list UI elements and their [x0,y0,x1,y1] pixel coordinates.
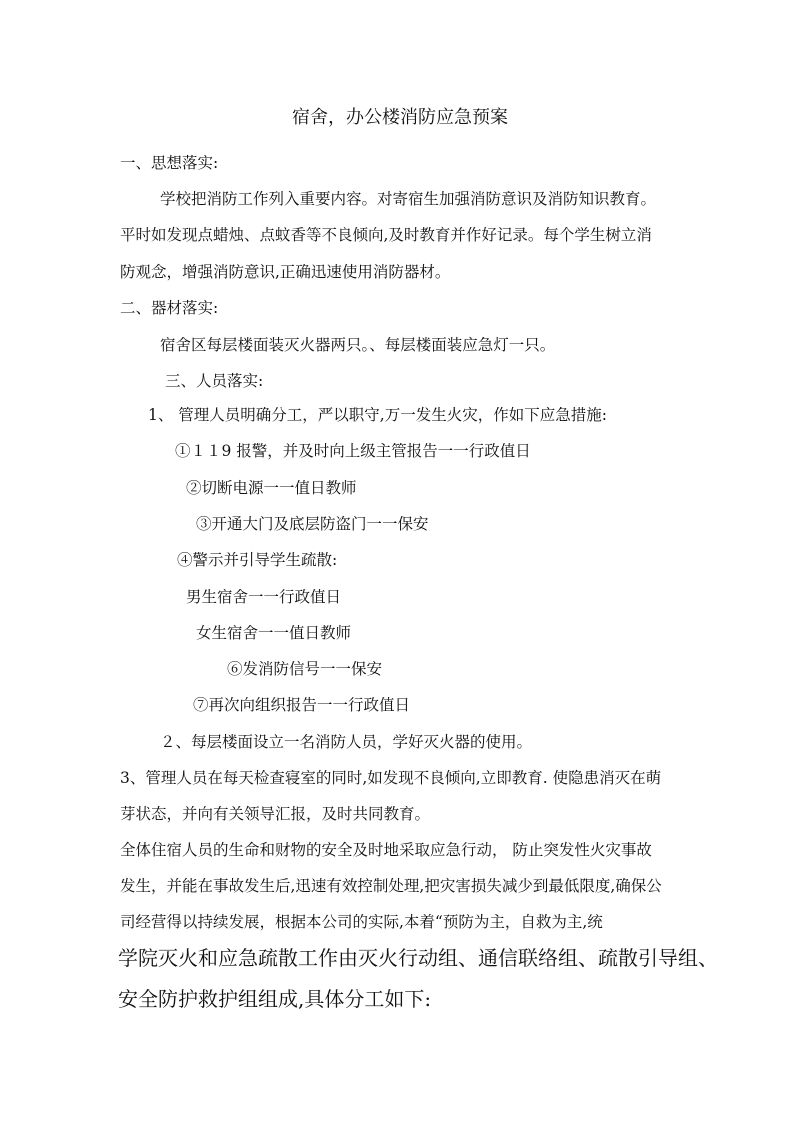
measure-4-male-dorm: 男生宿舍一一行政值日 [186,588,342,606]
body-paragraph-line: 全体住宿人员的生命和财物的安全及时地采取应急行动， 防止突发性火灾事故 [120,841,652,859]
section3-heading: 三、人员落实: [165,372,264,390]
large-text-line: 安全防护救护组组成,具体分工如下: [118,987,432,1011]
measure-2: ②切断电源一一值日教师 [186,479,357,497]
section3-item-2: ２、每层楼面设立一名消防人员，学好灭火器的使用。 [160,733,533,751]
section2-paragraph: 宿舍区每层楼面装灭火器两只。、每层楼面装应急灯一只。 [160,336,556,354]
section1-heading: 一、思想落实: [120,154,219,172]
section3-item-3-cont: 芽状态，并向有关领导汇报，及时共同教育。 [120,805,431,823]
section2-heading: 二、器材落实: [120,299,219,317]
section1-paragraph-line: 学校把消防工作列入重要内容。对寄宿生加强消防意识及消防知识教育。 [160,190,657,208]
measure-7: ⑦再次向组织报告一一行政值日 [193,696,411,714]
section1-paragraph-line: 防观念，增强消防意识,正确迅速使用消防器材。 [120,263,451,281]
measure-1: ①１１9 报警，并及时向上级主管报告一一行政值日 [175,442,531,460]
measure-3: ③开通大门及底层防盗门一一保安 [196,515,429,533]
large-text-line: 学院灭火和应急疏散工作由灭火行动组、通信联络组、疏散引导组、 [118,946,718,970]
body-paragraph-line: 司经营得以持续发展，根据本公司的实际,本着“预防为主，自救为主,统 [120,913,603,931]
section1-paragraph-line: 平时如发现点蜡烛、点蚊香等不良倾向,及时教育并作好记录。每个学生树立消 [120,226,652,244]
section3-item-1: 1、 管理人员明确分工，严以职守,万一发生火灾，作如下应急措施: [148,406,607,424]
measure-4-female-dorm: 女生宿舍一一值日教师 [196,624,352,642]
body-paragraph-line: 发生，并能在事故发生后,迅速有效控制处理,把灾害损失减少到最低限度,确保公 [120,877,662,895]
document-title: 宿舍，办公楼消防应急预案 [292,107,508,128]
measure-6: ⑥发消防信号一一保安 [227,660,383,678]
section3-item-3: 3、管理人员在每天检查寝室的同时,如发现不良倾向,立即教育. 使隐患消灭在萌 [120,769,662,787]
measure-4: ④警示并引导学生疏散: [177,551,338,569]
